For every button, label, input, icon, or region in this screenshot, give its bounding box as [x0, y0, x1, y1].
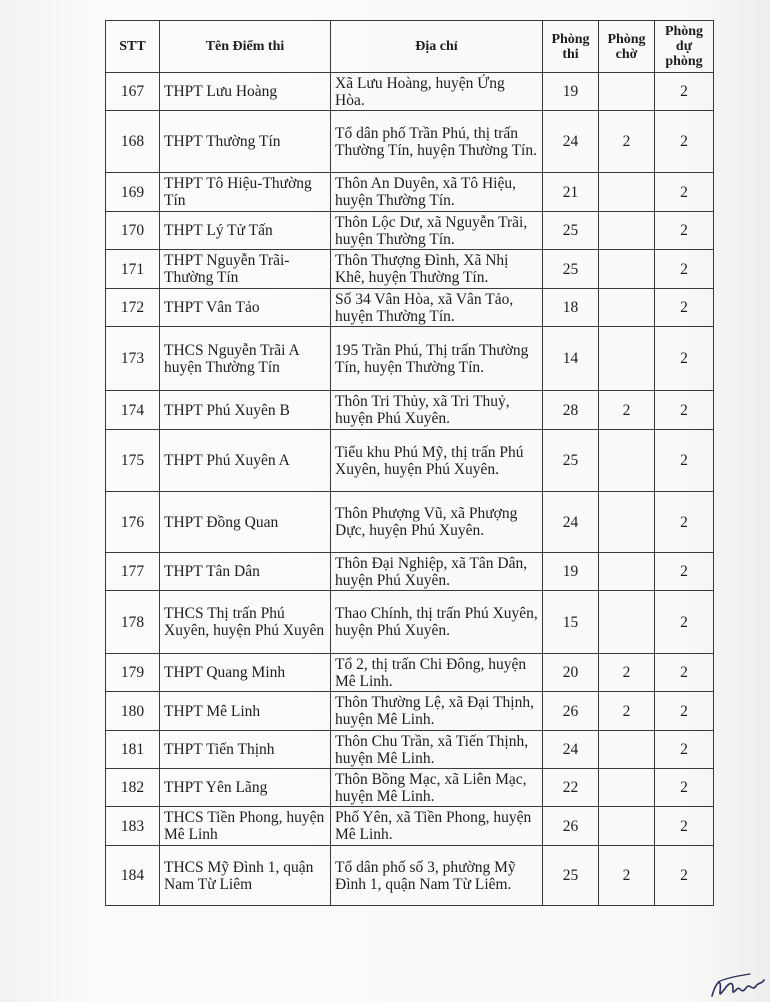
table-row	[106, 111, 714, 173]
cell-exam-rooms: 25	[543, 250, 599, 289]
header-address: Địa chỉ	[331, 21, 543, 73]
cell-address: Tổ 2, thị trấn Chi Đông, huyện Mê Linh.	[331, 654, 543, 692]
cell-stt: 169	[106, 173, 160, 212]
cell-waiting-rooms	[599, 212, 655, 250]
header-reserve-rooms: Phòng dự phòng	[655, 21, 714, 73]
cell-name: THPT Yên Lãng	[160, 769, 331, 807]
cell-stt: 176	[106, 492, 160, 553]
cell-name: THCS Tiền Phong, huyện Mê Linh	[160, 807, 331, 846]
table-row	[106, 212, 714, 250]
cell-exam-rooms: 21	[543, 173, 599, 212]
cell-name: THPT Vân Tảo	[160, 289, 331, 327]
cell-waiting-rooms	[599, 553, 655, 591]
cell-stt: 175	[106, 430, 160, 492]
cell-waiting-rooms	[599, 769, 655, 807]
cell-reserve-rooms: 2	[655, 212, 714, 250]
table-row	[106, 654, 714, 692]
cell-name: THPT Đồng Quan	[160, 492, 331, 553]
table-row	[106, 391, 714, 430]
table-body	[106, 73, 714, 906]
cell-name: THPT Phú Xuyên A	[160, 430, 331, 492]
cell-reserve-rooms: 2	[655, 731, 714, 769]
cell-reserve-rooms: 2	[655, 250, 714, 289]
cell-waiting-rooms	[599, 250, 655, 289]
cell-address: Thôn Bồng Mạc, xã Liên Mạc, huyện Mê Linh.	[331, 769, 543, 807]
cell-reserve-rooms: 2	[655, 654, 714, 692]
cell-stt: 171	[106, 250, 160, 289]
cell-address: Thôn Đại Nghiệp, xã Tân Dân, huyện Phú Xuyên.	[331, 553, 543, 591]
cell-address: Xã Lưu Hoàng, huyện Ứng Hòa.	[331, 73, 543, 111]
cell-exam-rooms: 20	[543, 654, 599, 692]
cell-reserve-rooms: 2	[655, 430, 714, 492]
cell-stt: 183	[106, 807, 160, 846]
table-row	[106, 492, 714, 553]
cell-exam-rooms: 26	[543, 692, 599, 731]
cell-name: THPT Mê Linh	[160, 692, 331, 731]
table-row	[106, 769, 714, 807]
cell-reserve-rooms: 2	[655, 73, 714, 111]
cell-exam-rooms: 24	[543, 111, 599, 173]
cell-name: THPT Tân Dân	[160, 553, 331, 591]
cell-exam-rooms: 28	[543, 391, 599, 430]
cell-address: Thôn Lộc Dư, xã Nguyễn Trãi, huyện Thường Tín.	[331, 212, 543, 250]
cell-waiting-rooms	[599, 73, 655, 111]
cell-reserve-rooms: 2	[655, 692, 714, 731]
cell-exam-rooms: 14	[543, 327, 599, 391]
cell-name: THPT Lưu Hoàng	[160, 73, 331, 111]
cell-exam-rooms: 24	[543, 731, 599, 769]
header-name: Tên Điểm thi	[160, 21, 331, 73]
table-row	[106, 250, 714, 289]
cell-waiting-rooms: 2	[599, 846, 655, 906]
table-row	[106, 846, 714, 906]
cell-name: THCS Thị trấn Phú Xuyên, huyện Phú Xuyên	[160, 591, 331, 654]
cell-waiting-rooms	[599, 591, 655, 654]
cell-address: Thôn Tri Thủy, xã Tri Thuỷ, huyện Phú Xuyên.	[331, 391, 543, 430]
cell-waiting-rooms: 2	[599, 111, 655, 173]
cell-stt: 177	[106, 553, 160, 591]
cell-exam-rooms: 24	[543, 492, 599, 553]
cell-name: THPT Phú Xuyên B	[160, 391, 331, 430]
table-row	[106, 173, 714, 212]
cell-address: Thôn Phượng Vũ, xã Phượng Dực, huyện Phú Xuyên.	[331, 492, 543, 553]
table-row	[106, 289, 714, 327]
header-stt: STT	[106, 21, 160, 73]
cell-name: THPT Thường Tín	[160, 111, 331, 173]
cell-reserve-rooms: 2	[655, 553, 714, 591]
cell-exam-rooms: 15	[543, 591, 599, 654]
cell-address: Thôn Chu Trần, xã Tiến Thịnh, huyện Mê Linh.	[331, 731, 543, 769]
cell-waiting-rooms	[599, 731, 655, 769]
cell-exam-rooms: 25	[543, 430, 599, 492]
cell-stt: 170	[106, 212, 160, 250]
cell-reserve-rooms: 2	[655, 173, 714, 212]
table-row	[106, 430, 714, 492]
cell-stt: 168	[106, 111, 160, 173]
table-row	[106, 692, 714, 731]
cell-name: THCS Mỹ Đình 1, quận Nam Từ Liêm	[160, 846, 331, 906]
cell-exam-rooms: 25	[543, 212, 599, 250]
signature-icon	[706, 962, 766, 1002]
cell-stt: 173	[106, 327, 160, 391]
table-row	[106, 553, 714, 591]
cell-reserve-rooms: 2	[655, 111, 714, 173]
cell-address: 195 Trần Phú, Thị trấn Thường Tín, huyện Thường Tín.	[331, 327, 543, 391]
cell-name: THPT Lý Tử Tấn	[160, 212, 331, 250]
cell-address: Số 34 Vân Hòa, xã Vân Tảo, huyện Thường Tín.	[331, 289, 543, 327]
cell-waiting-rooms	[599, 173, 655, 212]
cell-waiting-rooms	[599, 327, 655, 391]
cell-stt: 172	[106, 289, 160, 327]
cell-stt: 184	[106, 846, 160, 906]
cell-reserve-rooms: 2	[655, 327, 714, 391]
cell-reserve-rooms: 2	[655, 769, 714, 807]
cell-name: THPT Tô Hiệu-Thường Tín	[160, 173, 331, 212]
header-exam-rooms: Phòng thi	[543, 21, 599, 73]
cell-reserve-rooms: 2	[655, 807, 714, 846]
table-row	[106, 807, 714, 846]
cell-waiting-rooms: 2	[599, 692, 655, 731]
cell-address: Thôn Thượng Đình, Xã Nhị Khê, huyện Thường Tín.	[331, 250, 543, 289]
cell-exam-rooms: 19	[543, 73, 599, 111]
cell-address: Tổ dân phố số 3, phường Mỹ Đình 1, quận Nam Từ Liêm.	[331, 846, 543, 906]
cell-name: THPT Tiến Thịnh	[160, 731, 331, 769]
cell-stt: 180	[106, 692, 160, 731]
cell-exam-rooms: 25	[543, 846, 599, 906]
table-row	[106, 731, 714, 769]
cell-address: Thôn Thường Lệ, xã Đại Thịnh, huyện Mê Linh.	[331, 692, 543, 731]
cell-stt: 181	[106, 731, 160, 769]
cell-waiting-rooms: 2	[599, 654, 655, 692]
cell-stt: 174	[106, 391, 160, 430]
cell-waiting-rooms	[599, 807, 655, 846]
cell-waiting-rooms	[599, 289, 655, 327]
cell-waiting-rooms: 2	[599, 391, 655, 430]
table-header-row	[106, 21, 714, 73]
cell-address: Phố Yên, xã Tiền Phong, huyện Mê Linh.	[331, 807, 543, 846]
exam-locations-table	[105, 20, 714, 906]
cell-reserve-rooms: 2	[655, 289, 714, 327]
cell-name: THPT Quang Minh	[160, 654, 331, 692]
cell-exam-rooms: 19	[543, 553, 599, 591]
table-row	[106, 327, 714, 391]
cell-stt: 179	[106, 654, 160, 692]
cell-name: THCS Nguyễn Trãi A huyện Thường Tín	[160, 327, 331, 391]
cell-address: Tiểu khu Phú Mỹ, thị trấn Phú Xuyên, huyện Phú Xuyên.	[331, 430, 543, 492]
cell-waiting-rooms	[599, 430, 655, 492]
cell-exam-rooms: 22	[543, 769, 599, 807]
cell-waiting-rooms	[599, 492, 655, 553]
header-waiting-rooms: Phòng chờ	[599, 21, 655, 73]
cell-reserve-rooms: 2	[655, 591, 714, 654]
cell-name: THPT Nguyễn Trãi-Thường Tín	[160, 250, 331, 289]
cell-reserve-rooms: 2	[655, 391, 714, 430]
table-row	[106, 591, 714, 654]
table-row	[106, 73, 714, 111]
cell-stt: 178	[106, 591, 160, 654]
cell-address: Thôn An Duyên, xã Tô Hiệu, huyện Thường Tín.	[331, 173, 543, 212]
cell-stt: 167	[106, 73, 160, 111]
cell-exam-rooms: 26	[543, 807, 599, 846]
cell-address: Tổ dân phố Trần Phú, thị trấn Thường Tín, huyện Thường Tín.	[331, 111, 543, 173]
cell-exam-rooms: 18	[543, 289, 599, 327]
cell-address: Thao Chính, thị trấn Phú Xuyên, huyện Phú Xuyên.	[331, 591, 543, 654]
cell-stt: 182	[106, 769, 160, 807]
cell-reserve-rooms: 2	[655, 846, 714, 906]
cell-reserve-rooms: 2	[655, 492, 714, 553]
